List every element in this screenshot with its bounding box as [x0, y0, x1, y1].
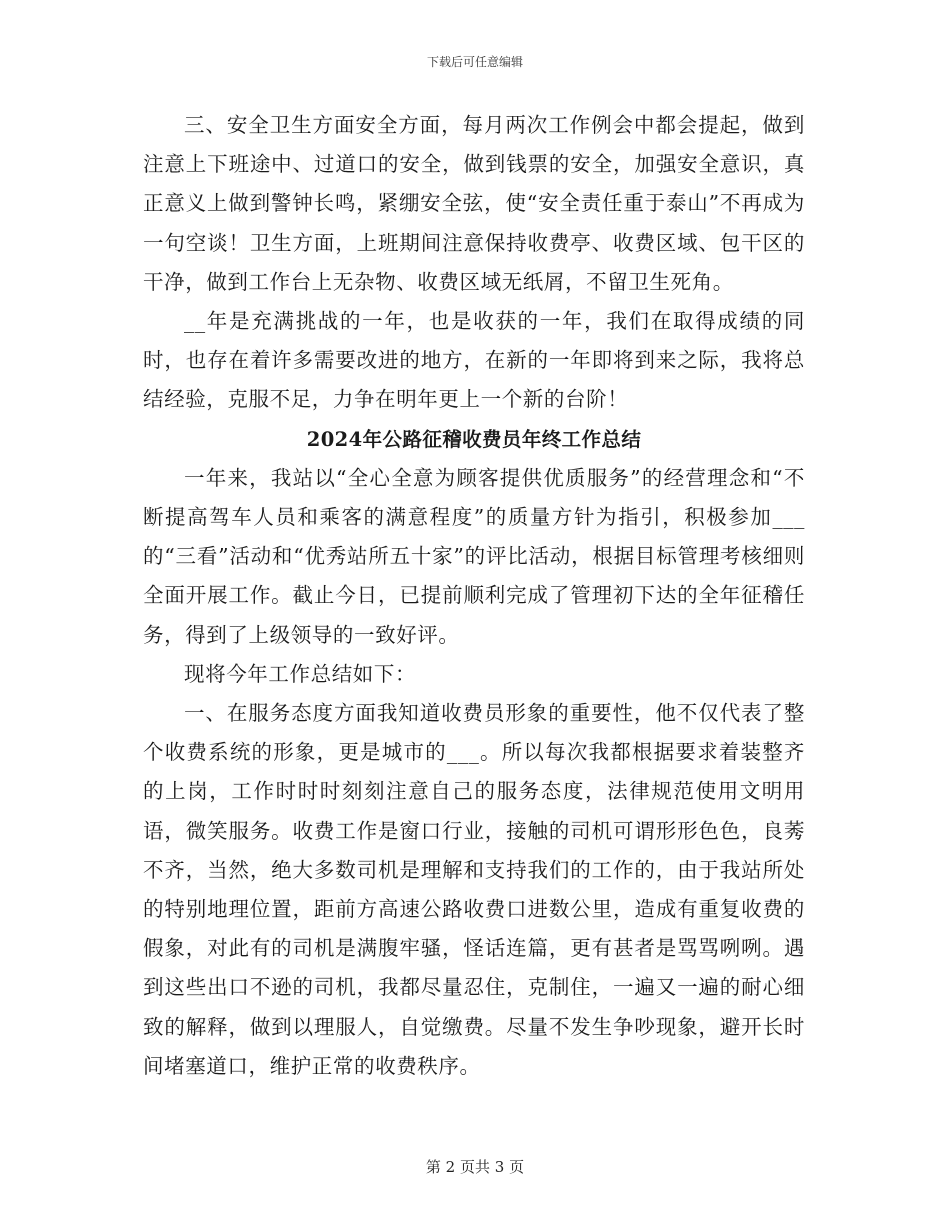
- paragraph-safety-hygiene: 三、安全卫生方面安全方面，每月两次工作例会中都会提起，做到注意上下班途中、过道口的安全，做到钱票的安全，加强安全意识，真正意义上做到警钟长鸣，紧绷安全弦，使“安全责任重于泰山”不再成为一句空谈！卫生方面，上班期间注意保持收费亭、收费区域、包干区的干净，做到工作台上无杂物、收费区域无纸屑，不留卫生死角。: [143, 113, 805, 294]
- paragraph-service-attitude: 一、在服务态度方面我知道收费员形象的重要性，他不仅代表了整个收费系统的形象，更是城市的___。所以每次我都根据要求着装整齐的上岗，工作时时时刻刻注意自己的服务态度，法律规范使用文明用语，微笑服务。收费工作是窗口行业，接触的司机可谓形形色色，良莠不齐，当然，绝大多数司机是理解和支持我们的工作的，由于我站所处的特别地理位置，距前方高速公路收费口进数公里，造成有重复收费的假象，对此有的司机是满腹牢骚，怪话连篇，更有甚者是骂骂咧咧。遇到这些出口不逊的司机，我都尽量忍住，克制住，一遍又一遍的耐心细致的解释，做到以理服人，自觉缴费。尽量不发生争吵现象，避开长时间堵塞道口，维护正常的收费秩序。: [143, 701, 805, 1078]
- page-header: 下载后可任意编辑: [426, 55, 523, 69]
- document-body: [143, 106, 805, 1086]
- paragraph-year-conclusion: __年是充满挑战的一年，也是收获的一年，我们在取得成绩的同时，也存在着许多需要改进的地方，在新的一年即将到来之际，我将总结经验，克服不足，力争在明年更上一个新的台阶！: [143, 309, 805, 412]
- paragraph-summary-lead: 现将今年工作总结如下：: [184, 661, 417, 686]
- document-title: 2024年公路征稽收费员年终工作总结: [306, 427, 642, 451]
- paragraph-intro: 一年来，我站以“全心全意为顾客提供优质服务”的经营理念和“不断提高驾车人员和乘客的满意程度”的质量方针为指引，积极参加___的“三看”活动和“优秀站所五十家”的评比活动，根据目标管理考核细则全面开展工作。截止今日，已提前顺利完成了管理初下达的全年征稽任务，得到了上级领导的一致好评。: [143, 465, 805, 647]
- page-footer: 第 2 页共 3 页: [425, 1158, 525, 1176]
